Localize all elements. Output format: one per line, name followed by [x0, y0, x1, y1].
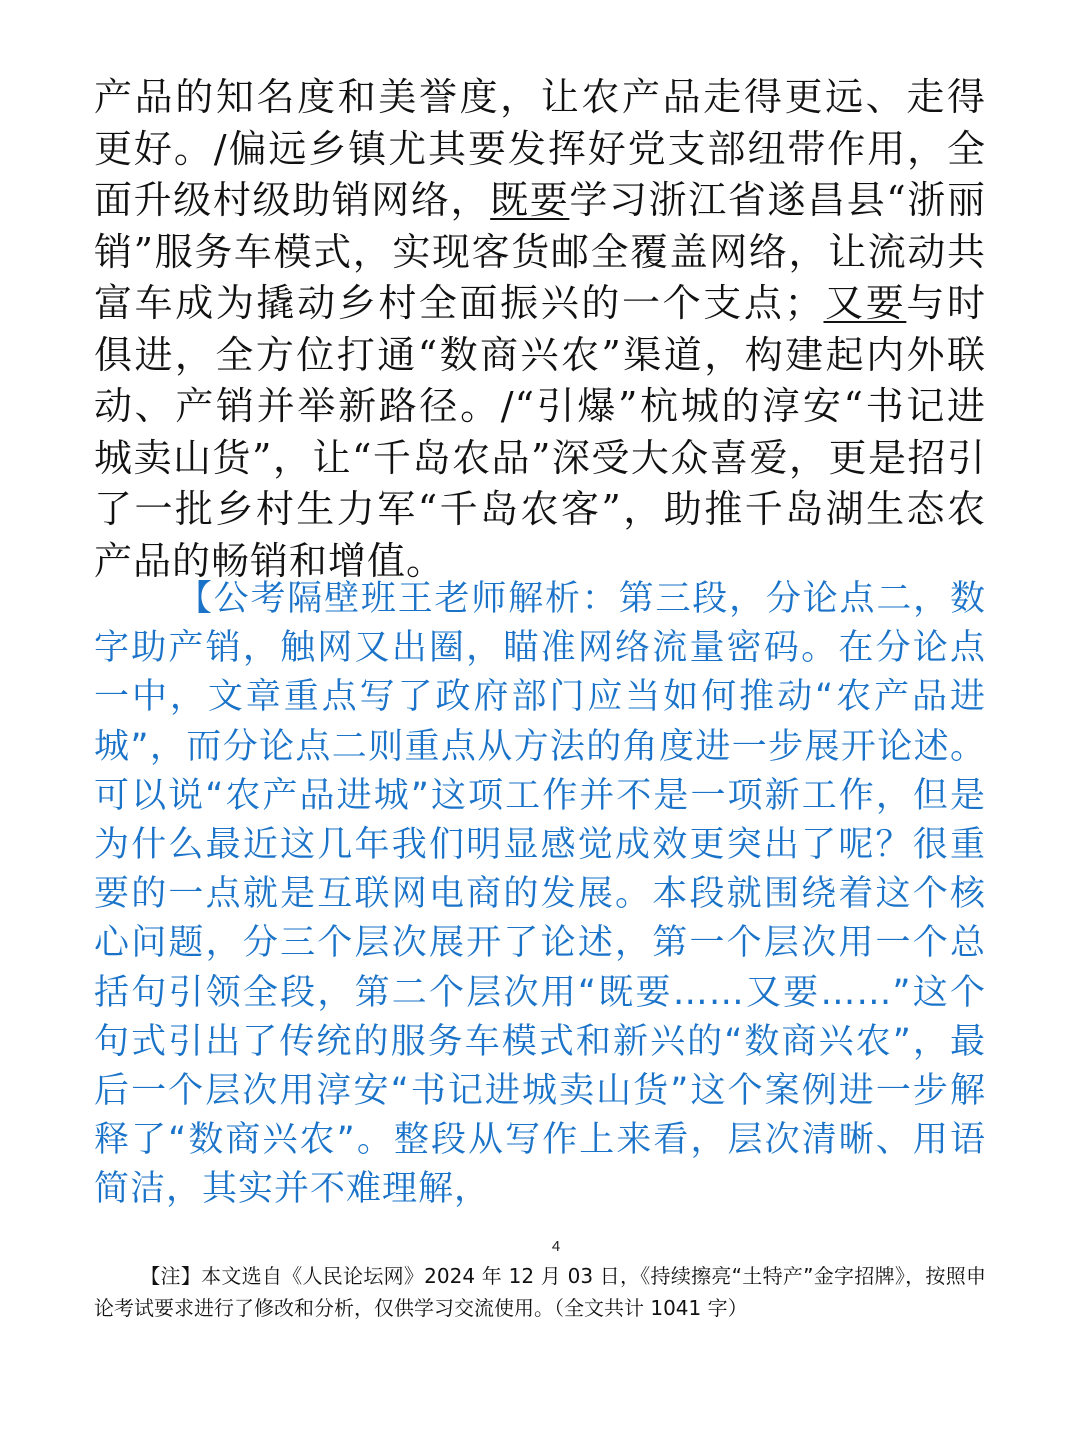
footnote-text: 【注】本文选自《人民论坛网》2024 年 12 月 03 日，《持续擦亮“土特产”金字招牌》，按照申论考试要求进行了修改和分析，仅供学习交流使用。（全文共计 1041 字） — [94, 1264, 986, 1320]
page-number: 4 — [551, 1238, 561, 1255]
body-text-part-1: 产品的知名度和美誉度，让农产品走得更远、走得更好。/偏远乡镇尤其要发挥好党支部纽带作用，全面升级村级助销网络， — [94, 75, 986, 222]
underlined-phrase-jiyao: 既要 — [490, 178, 570, 222]
analysis-text: 【公考隔壁班王老师解析：第三段，分论点二，数字助产销，触网又出圈，瞄准网络流量密码。在分论点一中，文章重点写了政府部门应当如何推动“农产品进城”，而分论点二则重点从方法的角度进一步展开论述。可以说“农产品进城”这项工作并不是一项新工作，但是为什么最近这几年我们明显感觉成效更突出了呢？很重要的一点就是互联网电商的发展。本段就围绕着这个核心问题，分三个层次展开了论述，第一个层次用一个总括句引领全段，第二个层次用“既要……又要……”这个句式引出了传统的服务车模式和新兴的“数商兴农”，最后一个层次用淳安“书记进城卖山货”这个案例进一步解释了“数商兴农”。整段从写作上来看，层次清晰、用语简洁，其实并不难理解， — [94, 579, 986, 1210]
footnote — [94, 1260, 986, 1324]
analysis-paragraph — [94, 575, 986, 1215]
body-text-part-2: 学习浙江省遂昌县“浙丽销”服务车模式，实现客货邮全覆盖网络，让流动共富车成为撬动乡村全面振兴的一个支点； — [94, 178, 986, 325]
underlined-phrase-youyao: 又要 — [823, 281, 907, 325]
body-text-part-3: 与时俱进，全方位打通“数商兴农”渠道，构建起内外联动、产销并举新路径。/“引爆”杭城的淳安“书记进城卖山货”，让“千岛农品”深受大众喜爱，更是招引了一批乡村生力军“千岛农客”，助推千岛湖生态农产品的畅销和增值。 — [94, 281, 986, 583]
body-paragraph — [94, 72, 986, 587]
